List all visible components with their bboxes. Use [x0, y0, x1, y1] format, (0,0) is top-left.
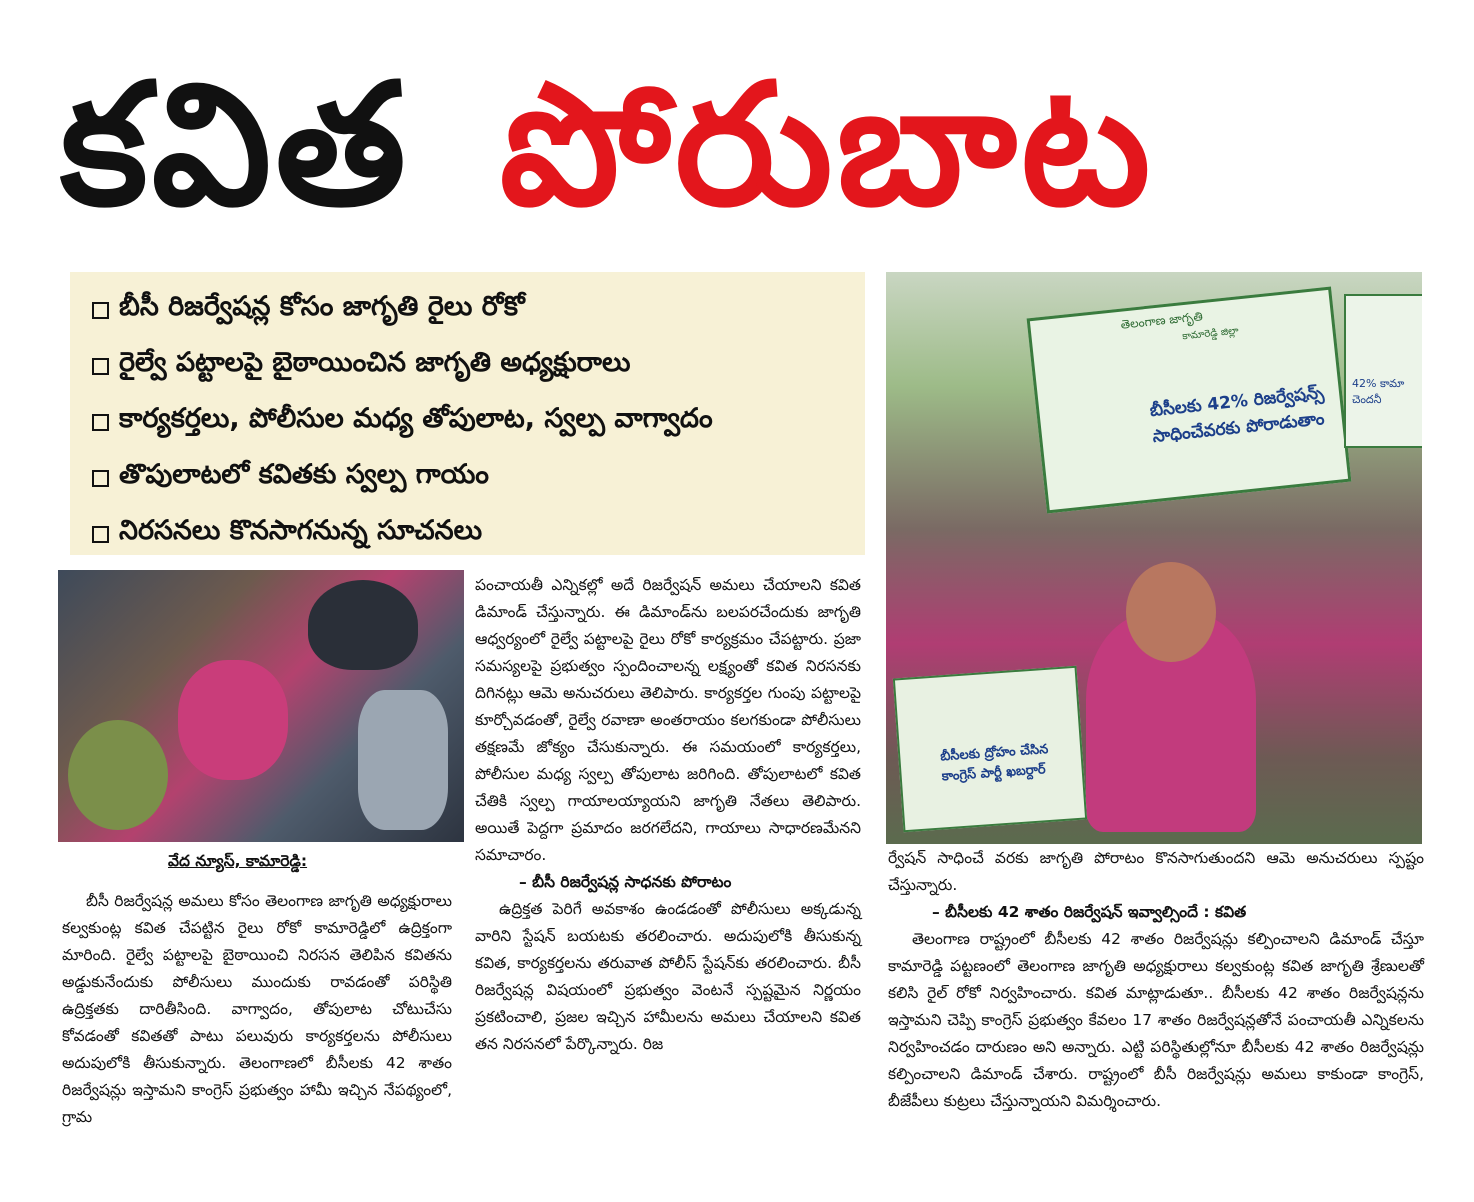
highlight-item	[92, 450, 843, 506]
highlights-box	[70, 272, 865, 555]
highlight-item	[92, 338, 843, 394]
placard-right	[1344, 294, 1422, 448]
checkbox-bullet-icon	[92, 358, 109, 375]
headline	[60, 20, 1460, 270]
checkbox-bullet-icon	[92, 302, 109, 319]
headline-part1: కవిత	[60, 47, 410, 243]
subheading: – బీసీ రిజర్వేషన్ల సాధనకు పోరాటం	[519, 873, 732, 891]
highlight-item	[92, 506, 843, 562]
highlight-text: బీసీ రిజర్వేషన్ల కోసం జాగృతి రైలు రోకో	[119, 291, 525, 322]
paragraph: పంచాయతీ ఎన్నికల్లో అదే రిజర్వేషన్ అమలు చేయాలని కవిత డిమాండ్ చేస్తున్నారు. ఈ డిమాండ్‌ను బలపరచేందుకు జాగృతి ఆధ్వర్యంలో రైల్వే పట్టాలపై రైలు రోకో కార్యక్రమం చేపట్టారు. ప్రజా సమస్యలపై ప్రభుత్వం స్పందించాలన్న లక్ష్యంతో కవిత నిరసనకు దిగినట్లు ఆమె అనుచరులు తెలిపారు. కార్యకర్తల గుంపు పట్టాలపై కూర్చోవడంతో, రైల్వే రవాణా అంతరాయం కలగకుండా పోలీసులు తక్షణమే జోక్యం చేసుకున్నారు. ఈ సమయంలో కార్యకర్తలు, పోలీసుల మధ్య స్వల్ప తోపులాట జరిగింది. తోపులాటలో కవిత చేతికి స్వల్ప గాయాలయ్యాయని జాగృతి నేతలు తెలిపారు. అయితే పెద్దగా ప్రమాదం జరగలేదని, గాయాలు సాధారణమేనని సమాచారం.	[475, 576, 861, 864]
placard-district: కామారెడ్డి జిల్లా	[1181, 325, 1240, 343]
kavitha-protest-photo	[886, 272, 1422, 844]
highlight-item	[92, 282, 843, 338]
checkbox-bullet-icon	[92, 526, 109, 543]
placard-bottom-text: బీసీలకు ద్రోహం చేసిన కాంగ్రెస్ పార్టీ ఖబర్దార్	[939, 741, 1049, 785]
highlight-text: నిరసనలు కొనసాగనున్న సూచనలు	[119, 515, 483, 546]
highlight-text: రైల్వే పట్టాలపై బైఠాయించిన జాగృతి అధ్యక్షురాలు	[119, 347, 631, 378]
highlight-text: తొపులాటలో కవితకు స్వల్ప గాయం	[119, 459, 489, 490]
paragraph: ఉద్రిక్తత పెరిగే అవకాశం ఉండడంతో పోలీసులు అక్కడున్న వారిని స్టేషన్ బయటకు తరలించారు. అదుపులోకి తీసుకున్న కవిత, కార్యకర్తలను తరువాత పోలీస్ స్టేషన్‌కు తరలించారు. బీసీ రిజర్వేషన్ల విషయంలో ప్రభుత్వం వెంటనే స్పష్టమైన నిర్ణయం ప్రకటించాలి, ప్రజల ఇచ్చిన హామీలను అమలు చేయాలని కవిత తన నిరసనలో పేర్కొన్నారు. రిజ	[475, 900, 861, 1053]
checkbox-bullet-icon	[92, 470, 109, 487]
uniform-shape	[358, 690, 448, 830]
article-column-3	[888, 845, 1424, 1115]
police-cap-shape	[308, 580, 418, 670]
subheading: – బీసీలకు 42 శాతం రిజర్వేషన్ ఇవ్వాల్సిందే : కవిత	[932, 903, 1247, 921]
paragraph: ర్వేషన్ సాధించే వరకు జాగృతి పోరాటం కొనసాగుతుందని ఆమె అనుచరులు స్పష్టం చేస్తున్నారు.	[888, 849, 1424, 894]
crowd-shape	[68, 720, 168, 830]
byline: వేద న్యూస్, కామారెడ్డి:	[168, 852, 308, 870]
article-column-1	[62, 888, 452, 1131]
placard-bottom	[893, 666, 1087, 832]
placard-main	[1027, 287, 1352, 514]
speaker-face	[1126, 562, 1216, 662]
headline-part2: పోరుబాట	[499, 47, 1155, 243]
paragraph: బీసీ రిజర్వేషన్ల అమలు కోసం తెలంగాణ జాగృతి అధ్యక్షురాలు కల్వకుంట్ల కవిత చేపట్టిన రైలు రోకో కామారెడ్డిలో ఉద్రిక్తంగా మారింది. రైల్వే పట్టాలపై బైఠాయించి నిరసన తెలిపిన కవితను అడ్డుకునేందుకు పోలీసులు ముందుకు రావడంతో పరిస్థితి ఉద్రిక్తతకు దారితీసింది. వాగ్వాదం, తోపులాట చోటుచేసు కోవడంతో కవితతో పాటు పలువురు కార్యకర్తలను పోలీసులు అదుపులోకి తీసుకున్నారు. తెలంగాణలో బీసీలకు 42 శాతం రిజర్వేషన్లు ఇస్తామని కాంగ్రెస్ ప్రభుత్వం హామీ ఇచ్చిన నేపథ్యంలో, గ్రామ	[62, 892, 452, 1126]
paragraph: తెలంగాణ రాష్ట్రంలో బీసీలకు 42 శాతం రిజర్వేషన్లు కల్పించాలని డిమాండ్ చేస్తూ కామారెడ్డి పట్టణంలో తెలంగాణ జాగృతి అధ్యక్షురాలు కల్వకుంట్ల కవిత జాగృతి శ్రేణులతో కలిసి రైల్ రోకో నిర్వహించారు. కవిత మాట్లాడుతూ.. బీసీలకు 42 శాతం రిజర్వేషన్లను ఇస్తామని చెప్పి కాంగ్రెస్ ప్రభుత్వం కేవలం 17 శాతం రిజర్వేషన్లతోనే పంచాయతీ ఎన్నికలను నిర్వహించడం దారుణం అని అన్నారు. ఎట్టి పరిస్థితుల్లోనూ బీసీలకు 42 శాతం రిజర్వేషన్లు కల్పించాలని డిమాండ్ చేశారు. రాష్ట్రంలో బీసీ రిజర్వేషన్లు అమలు కాకుండా కాంగ్రెస్, బీజేపీలు కుట్రలు చేస్తున్నాయని విమర్శించారు.	[888, 930, 1424, 1110]
article-column-2	[475, 572, 861, 1058]
highlight-text: కార్యకర్తలు, పోలీసుల మధ్య తోపులాట, స్వల్ప వాగ్వాదం	[119, 403, 713, 434]
placard-text: బీసీలకు 42% రిజర్వేషన్స్ సాధించేవరకు పోరాడుతాం	[1148, 382, 1326, 447]
placard-header: తెలంగాణ జాగృతి	[1120, 309, 1204, 332]
saree-shape	[178, 660, 288, 780]
checkbox-bullet-icon	[92, 414, 109, 431]
protest-scuffle-photo	[58, 570, 464, 842]
highlight-item	[92, 394, 843, 450]
placard-right-text: 42% కామా చెందనీ	[1352, 377, 1405, 406]
